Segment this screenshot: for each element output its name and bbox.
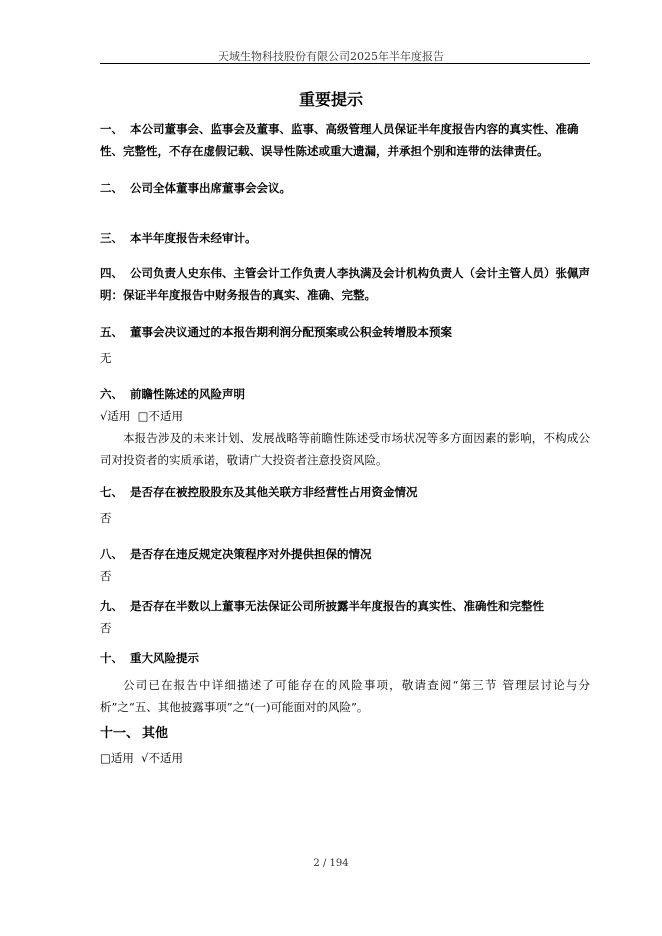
item-10-text: 重大风险提示 <box>130 651 199 665</box>
item-9-number: 九、 <box>100 599 123 613</box>
item-11-text: 其他 <box>142 726 169 741</box>
item-9 <box>100 595 590 617</box>
item-6-body: 本报告涉及的未来计划、发展战略等前瞻性陈述受市场状况等多方面因素的影响，不构成公司对投资者的实质承诺，敬请广大投资者注意投资风险。 <box>100 431 590 467</box>
item-7-text: 是否存在被控股股东及其他关联方非经营性占用资金情况 <box>130 485 418 499</box>
item-5 <box>100 321 590 343</box>
item-7-answer: 否 <box>100 511 112 525</box>
item-2-number: 二、 <box>100 181 123 195</box>
item-11-number: 十一、 <box>100 726 140 741</box>
item-8-text: 是否存在违反规定决策程序对外提供担保的情况 <box>130 547 372 561</box>
item-2 <box>100 177 590 199</box>
item-9-answer: 否 <box>100 621 112 635</box>
item-8-answer: 否 <box>100 569 112 583</box>
item-7-number: 七、 <box>100 485 123 499</box>
item-5-answer: 无 <box>100 351 112 365</box>
item-10-number: 十、 <box>100 651 123 665</box>
item-7 <box>100 481 590 503</box>
item-11 <box>100 723 590 745</box>
item-6-text: 前瞻性陈述的风险声明 <box>130 387 245 401</box>
item-9-text: 是否存在半数以上董事无法保证公司所披露半年度报告的真实性、准确性和完整性 <box>130 599 544 613</box>
item-1-number: 一、 <box>100 122 123 136</box>
item-4-text: 公司负责人史东伟、主管会计工作负责人李执满及会计机构负责人（会计主管人员）张佩声明：保证半年度报告中财务报告的真实、准确、完整。 <box>100 266 590 302</box>
item-6-options: √适用 □不适用 <box>100 409 184 423</box>
item-3-number: 三、 <box>100 231 123 245</box>
item-10-body: 公司已在报告中详细描述了可能存在的风险事项，敬请查阅“第三节 管理层讨论与分析”之“五、其他披露事项”之“(一)可能面对的风险”。 <box>100 678 590 714</box>
item-4-number: 四、 <box>100 266 123 280</box>
item-1-text: 本公司董事会、监事会及董事、监事、高级管理人员保证半年度报告内容的真实性、准确性、完整性，不存在虚假记载、误导性陈述或重大遗漏，并承担个别和连带的法律责任。 <box>100 122 579 158</box>
item-5-number: 五、 <box>100 325 123 339</box>
item-5-text: 董事会决议通过的本报告期利润分配预案或公积金转增股本预案 <box>130 325 452 339</box>
item-6 <box>100 383 590 405</box>
page-title: 重要提示 <box>298 90 363 109</box>
item-11-options: □适用 √不适用 <box>100 751 184 765</box>
item-2-text: 公司全体董事出席董事会会议。 <box>130 181 291 195</box>
item-6-number: 六、 <box>100 387 123 401</box>
item-8-number: 八、 <box>100 547 123 561</box>
item-3-text: 本半年度报告未经审计。 <box>130 231 257 245</box>
running-header: 天域生物科技股份有限公司2025年半年度报告 <box>218 50 444 63</box>
item-3 <box>100 227 590 249</box>
item-8 <box>100 543 590 565</box>
page-number: 2 / 194 <box>313 858 349 869</box>
item-10 <box>100 647 590 669</box>
header-rule <box>100 63 590 64</box>
